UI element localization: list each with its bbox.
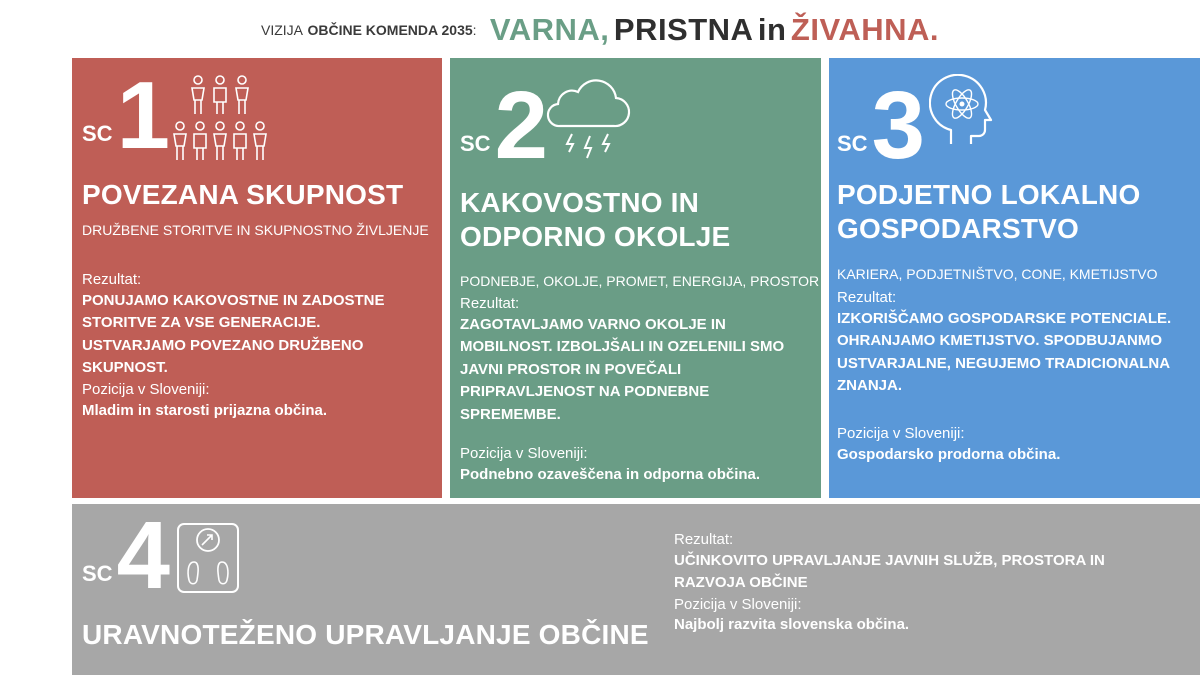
vision-word-pristna: PRISTNA (613, 12, 754, 47)
head-atom-icon (929, 74, 999, 148)
sc3-title-line2: GOSPODARSTVO (837, 212, 1079, 244)
sc2-title-line2: ODPORNO OKOLJE (460, 220, 731, 252)
sc4-position-label: Pozicija v Sloveniji: (674, 595, 802, 613)
vision-header (0, 12, 1200, 48)
vision-colon: : (472, 22, 477, 38)
sc1-badge (82, 62, 170, 169)
sc1-result-text: PONUJAMO KAKOVOSTNE IN ZADOSTNE STORITVE ZA VSE GENERACIJE. USTVARJAMO POVEZANO DRUŽBENO SKUPNOST. (82, 291, 385, 376)
sc2-number: 2 (494, 72, 548, 179)
sc2-position (460, 444, 812, 486)
sc3-title-line1: PODJETNO LOKALNO (837, 179, 1141, 210)
sc2-position-text: Podnebno ozaveščena in odporna občina. (460, 465, 761, 483)
sc4-number: 4 (116, 504, 170, 609)
sc1-number: 1 (116, 62, 170, 169)
sc3-subtitle: KARIERA, PODJETNIŠTVO, CONE, KMETIJSTVO (837, 266, 1158, 282)
sc1-result (82, 270, 427, 380)
vision-word-zivahna: ŽIVAHNA. (790, 12, 940, 47)
sc2-title (460, 186, 730, 253)
storm-cloud-icon (542, 76, 634, 164)
sc3-result-text: IZKORIŠČAMO GOSPODARSKE POTENCIALE. OHRANJAMO KMETIJSTVO. SPODBUJANMO USTVARJALNE, NEGUJEMO TRADICIONALNA ZNANJA. (837, 309, 1172, 394)
sc2-subtitle: PODNEBJE, OKOLJE, PROMET, ENERGIJA, PROSTOR (460, 273, 820, 289)
sc3-title (837, 178, 1140, 245)
panel-sc1 (72, 58, 442, 498)
sc4-result (674, 530, 1194, 637)
sc1-label: SC (82, 120, 113, 146)
vision-org: OBČINE KOMENDA 2035 (307, 22, 473, 38)
panel-sc4 (72, 504, 1200, 675)
people-group-icon (170, 72, 274, 164)
sc1-result-label: Rezultat: (82, 271, 142, 288)
sc4-label: SC (82, 560, 113, 586)
sc1-position (82, 380, 427, 422)
panel-sc3 (829, 58, 1200, 498)
sc3-label: SC (837, 130, 868, 156)
sc4-result-line2: RAZVOJA OBČINE (674, 574, 808, 591)
sc3-position-text: Gospodarsko prodorna občina. (837, 445, 1061, 463)
sc3-badge (837, 72, 925, 179)
sc1-title: POVEZANA SKUPNOST (82, 179, 404, 210)
scale-footprints-icon (176, 522, 240, 594)
sc4-position-text: Najbolj razvita slovenska občina. (674, 616, 910, 633)
sc4-result-line1: UČINKOVITO UPRAVLJANJE JAVNIH SLUŽB, PROSTORA IN (674, 551, 1105, 569)
sc3-result (837, 288, 1189, 398)
sc1-position-text: Mladim in starosti prijazna občina. (82, 401, 328, 419)
sc2-position-label: Pozicija v Sloveniji: (460, 445, 588, 462)
sc4-badge (82, 504, 170, 609)
vision-word-varna: VARNA, (489, 12, 610, 47)
sc1-position-label: Pozicija v Sloveniji: (82, 381, 210, 398)
sc2-title-line1: KAKOVOSTNO IN (460, 187, 700, 218)
sc4-result-label: Rezultat: (674, 531, 734, 548)
sc3-number: 3 (871, 72, 925, 179)
sc3-position-label: Pozicija v Sloveniji: (837, 425, 965, 442)
sc2-label: SC (460, 130, 491, 156)
sc2-badge (460, 72, 548, 179)
vision-word-in: in (757, 12, 787, 47)
sc2-result-text: ZAGOTAVLJAMO VARNO OKOLJE IN MOBILNOST. IZBOLJŠALI IN OZELENILI SMO JAVNI PROSTOR IN POVEČALI PRIPRAVLJENOST NA PODNEBNE SPREMEMBE. (460, 315, 785, 423)
sc2-result (460, 294, 812, 426)
sc3-result-label: Rezultat: (837, 289, 897, 306)
vision-prefix: VIZIJA (260, 22, 303, 38)
panel-sc2 (450, 58, 821, 498)
sc2-result-label: Rezultat: (460, 295, 520, 312)
sc3-position (837, 424, 1189, 466)
sc1-subtitle: DRUŽBENE STORITVE IN SKUPNOSTNO ŽIVLJENJE (82, 222, 429, 238)
sc4-title: URAVNOTEŽENO UPRAVLJANJE OBČINE (82, 619, 649, 650)
